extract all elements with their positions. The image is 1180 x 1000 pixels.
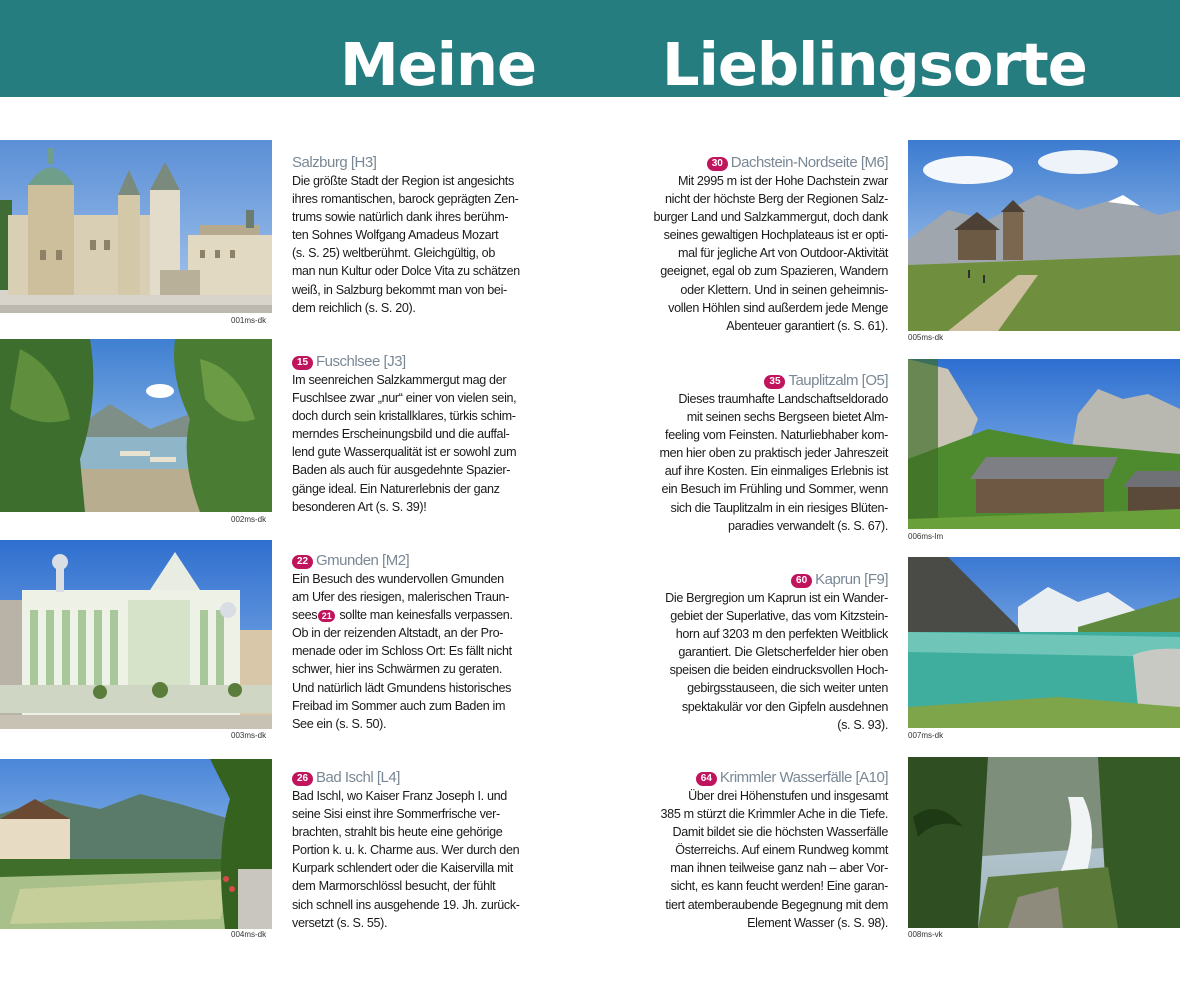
text-line: dem Marmorschlössl besucht, der fühlt: [292, 879, 496, 894]
text-line: (s. S. 93).: [837, 717, 888, 732]
text-line: schwer, hier ins Schwärmen zu geraten.: [292, 662, 502, 677]
text-line: auf ihre Kosten. Ein einmaliges Erlebnis ist: [664, 464, 888, 479]
text-line: mit seinen sechs Bergseen bietet Alm-: [686, 410, 888, 425]
text-line: trums sowie natürlich dank ihres berühm-: [292, 210, 509, 225]
text-line: besonderen Art (s. S. 39)!: [292, 499, 427, 514]
text-line: Abenteuer garantiert (s. S. 61).: [726, 318, 888, 333]
place-heading: [292, 353, 520, 371]
place-name: Bad Ischl [L4]: [316, 769, 400, 786]
place-heading: [652, 372, 888, 390]
place-number-badge: 22: [292, 555, 313, 569]
place-heading: [292, 769, 520, 787]
place-number-badge: 30: [707, 157, 728, 171]
text-fragment: sees: [292, 608, 318, 623]
text-line: gebirgsstauseen, die sich weiter unten: [687, 681, 888, 696]
text-line: Element Wasser (s. S. 98).: [747, 915, 888, 930]
text-line: garantiert. Die Gletscherfelder hier oben: [678, 645, 888, 660]
place-heading: [652, 769, 888, 787]
text-line: menade oder im Schloss Ort: Es fällt nicht: [292, 644, 512, 659]
photo-credit: 002ms-dk: [231, 515, 267, 524]
text-line: Österreichs. Auf einem Rundweg kommt: [675, 843, 888, 858]
text-line: Im seenreichen Salzkammergut mag der: [292, 373, 507, 387]
place-heading: [292, 154, 520, 172]
text-line: 385 m stürzt die Krimmler Ache in die Tiefe.: [660, 807, 888, 822]
text-line: Kurpark schlendert oder die Kaiservilla mit: [292, 861, 513, 876]
photo-credit: 005ms-dk: [908, 333, 944, 342]
text-line: vollen Höhlen sind außerdem jede Menge: [668, 300, 888, 315]
place-entry-tauplitzalm: [652, 372, 888, 535]
text-line: dem reichlich (s. S. 20).: [292, 300, 416, 315]
text-line: seine Sisi einst ihre Sommerfrische ver-: [292, 807, 500, 822]
place-entry-salzburg: [292, 154, 520, 317]
place-description: [292, 371, 520, 516]
text-line: Baden als auch für ausgedehnte Spazier-: [292, 463, 511, 478]
text-line: nicht der höchste Berg der Regionen Salz-: [665, 192, 888, 207]
photo-credit: 006ms-lm: [908, 532, 944, 541]
text-line: man nun Kultur oder Dolce Vita zu schätzen: [292, 264, 520, 279]
place-name: Dachstein-Nordseite [M6]: [730, 154, 888, 171]
photo-bad-ischl: [0, 759, 272, 929]
text-line: oder Klettern. Und in seinen geheimnis-: [680, 282, 888, 297]
text-line: Bad Ischl, wo Kaiser Franz Joseph I. und: [292, 789, 507, 803]
text-line: (s. S. 25) weltberühmt. Gleichgültig, ob: [292, 246, 495, 261]
text-line: Freibad im Sommer auch zum Baden im: [292, 698, 506, 713]
place-name: Krimmler Wasserfälle [A10]: [719, 769, 888, 786]
photo-credit: 001ms-dk: [231, 316, 267, 325]
photo-krimmler-wasserfaelle: [908, 757, 1180, 928]
text-line: See ein (s. S. 50).: [292, 716, 387, 731]
text-line: [292, 606, 520, 624]
place-description: [652, 172, 888, 335]
text-line: lend gute Wasserqualität ist er sowohl zum: [292, 445, 517, 460]
page-title-word-2: Lieblingsorte: [662, 30, 1087, 99]
place-number-badge: 60: [791, 574, 812, 588]
place-entry-kaprun: [652, 571, 888, 734]
place-description: [292, 172, 520, 317]
page-title-word-1: Meine: [340, 30, 536, 99]
place-entry-dachstein: [652, 154, 888, 335]
place-entry-fuschlsee: [292, 353, 520, 516]
place-reference-badge: 21: [318, 610, 335, 622]
text-line: merndes Erscheinungsbild und die auffal-: [292, 427, 510, 442]
text-line: mal für jegliche Art von Outdoor-Aktivität: [678, 246, 888, 261]
place-description: [292, 787, 520, 932]
place-description: [652, 589, 888, 734]
photo-tauplitzalm: [908, 359, 1180, 529]
place-heading: [292, 552, 520, 570]
photo-fuschlsee: [0, 339, 272, 512]
place-heading: [652, 154, 888, 172]
text-line: spektakulär vor den Gipfeln ausdehnen: [681, 699, 888, 714]
place-description: [652, 390, 888, 535]
text-line: ihres romantischen, barock geprägten Zen-: [292, 192, 519, 207]
photo-gmunden: [0, 540, 272, 729]
text-line: ein Besuch im Frühling und Sommer, wenn: [661, 482, 888, 497]
text-line: gänge ideal. Ein Naturerlebnis der ganz: [292, 481, 500, 496]
place-entry-gmunden: [292, 552, 520, 733]
text-line: sicht, es kann feucht werden! Eine garan-: [670, 879, 888, 894]
photo-credit: 004ms-dk: [231, 930, 267, 939]
text-line: Und natürlich lädt Gmundens historisches: [292, 680, 512, 695]
place-name: Fuschlsee [J3]: [316, 353, 406, 370]
place-description: [292, 570, 520, 733]
place-name: Tauplitzalm [O5]: [788, 372, 888, 389]
text-line: speisen die beiden eindrucksvollen Hoch-: [669, 663, 888, 678]
photo-credit: 008ms-vk: [908, 930, 943, 939]
text-line: doch durch sein kristallklares, türkis schim-: [292, 409, 516, 424]
text-line: sich schnell ins ausgehende 19. Jh. zurück-: [292, 897, 520, 912]
text-line: Ob in der reizenden Altstadt, an der Pro-: [292, 626, 504, 641]
text-fragment: sollte man keinesfalls verpassen.: [336, 608, 513, 623]
place-number-badge: 64: [696, 772, 717, 786]
photo-credit: 007ms-dk: [908, 731, 944, 740]
text-line: horn auf 3203 m den perfekten Weitblick: [675, 627, 888, 642]
photo-dachstein: [908, 140, 1180, 331]
photo-kaprun: [908, 557, 1180, 728]
text-line: sich die Tauplitzalm in ein riesiges Blüten-: [670, 500, 888, 515]
place-name: Gmunden [M2]: [316, 552, 410, 569]
text-line: Die Bergregion um Kaprun ist ein Wander-: [665, 591, 888, 605]
text-line: geeignet, egal ob zum Spazieren, Wandern: [660, 264, 888, 279]
text-line: am Ufer des riesigen, malerischen Traun-: [292, 590, 509, 605]
place-number-badge: 35: [764, 375, 785, 389]
photo-credit: 003ms-dk: [231, 731, 267, 740]
place-description: [652, 787, 888, 932]
text-line: paradies verwandelt (s. S. 67).: [728, 518, 888, 533]
text-line: ten Sohnes Wolfgang Amadeus Mozart: [292, 228, 499, 243]
text-line: men hier oben zu praktisch jeder Jahreszeit: [659, 446, 888, 461]
text-line: Die größte Stadt der Region ist angesichts: [292, 174, 514, 188]
text-line: Portion k. u. k. Charme aus. Wer durch den: [292, 843, 520, 858]
text-line: versetzt (s. S. 55).: [292, 915, 388, 930]
text-line: tiert atemberaubende Begegnung mit dem: [665, 897, 888, 912]
text-line: Fuschlsee zwar „nur“ einer von vielen sein,: [292, 391, 517, 406]
text-line: gebiet der Superlative, das vom Kitzstein-: [670, 609, 888, 624]
place-entry-bad-ischl: [292, 769, 520, 932]
text-line: Dieses traumhafte Landschaftseldorado: [678, 392, 888, 406]
place-name: Kaprun [F9]: [815, 571, 888, 588]
place-name: Salzburg [H3]: [292, 154, 377, 171]
place-entry-krimmler-wasserfaelle: [652, 769, 888, 932]
text-line: weiß, in Salzburg bekommt man von bei-: [292, 282, 507, 297]
text-line: Ein Besuch des wundervollen Gmunden: [292, 572, 504, 586]
place-number-badge: 15: [292, 356, 313, 370]
text-line: man ihnen teilweise ganz nah – aber Vor-: [670, 861, 888, 876]
place-heading: [652, 571, 888, 589]
text-line: Mit 2995 m ist der Hohe Dachstein zwar: [678, 174, 888, 188]
text-line: brachten, strahlt bis heute eine gehörige: [292, 825, 503, 840]
text-line: seines gewaltigen Hochplateaus ist er opti-: [663, 228, 888, 243]
text-line: Über drei Höhenstufen und insgesamt: [688, 789, 888, 803]
text-line: Damit bildet sie die höchsten Wasserfälle: [672, 825, 888, 840]
text-line: burger Land und Salzkammergut, doch dank: [653, 210, 888, 225]
photo-salzburg: [0, 140, 272, 313]
text-line: feeling vom Feinsten. Naturliebhaber kom-: [665, 428, 888, 443]
place-number-badge: 26: [292, 772, 313, 786]
